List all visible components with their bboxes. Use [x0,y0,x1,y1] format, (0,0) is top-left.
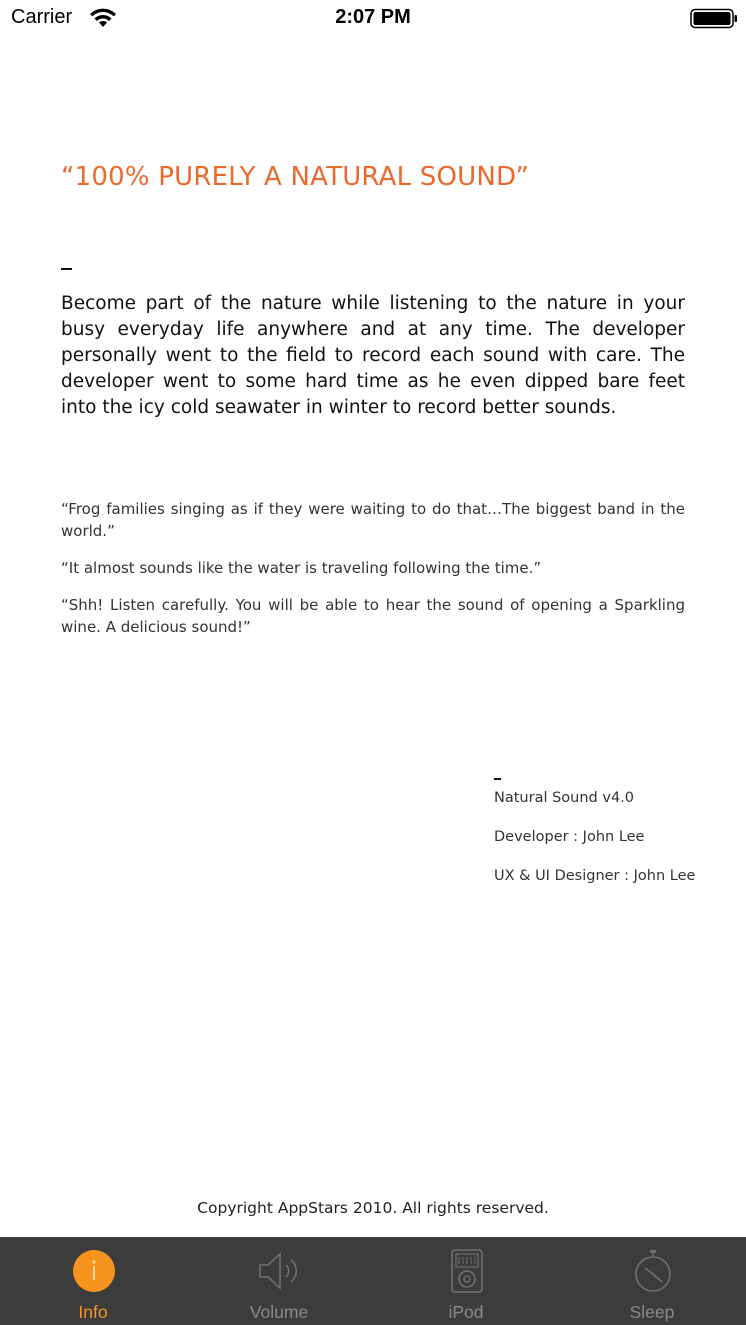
battery-icon [690,8,738,29]
tab-info-label: Info [78,1302,108,1322]
tab-volume-label: Volume [249,1302,309,1322]
copyright: Copyright AppStars 2010. All rights reserved. [197,1199,549,1217]
intro-paragraph: Become part of the nature while listening to the nature in your busy everyday life anywhere and at any time. The developer personally went to the field to record each sound with care. The developer went to some hard time as he even dipped bare feet into the icy cold seawater in winter to record better sounds. [61,293,685,418]
designer-credit: UX & UI Designer : John Lee [494,868,696,884]
carrier-label: Carrier [11,6,73,28]
tab-sleep[interactable] [559,1237,745,1325]
status-bar [0,0,746,40]
tab-bar [0,1237,746,1325]
tab-info[interactable] [0,1237,186,1325]
tab-ipod[interactable] [373,1237,559,1325]
stopwatch-icon [631,1249,675,1293]
app-version: Natural Sound v4.0 [494,790,635,806]
tab-volume[interactable] [186,1237,372,1325]
credits-dash [494,778,501,780]
quote-water: “It almost sounds like the water is traveling following the time.” [61,559,542,577]
divider-dash [61,268,72,270]
developer-credit: Developer : John Lee [494,829,645,845]
info-icon [72,1249,116,1293]
speaker-icon [258,1249,302,1293]
ipod-icon [445,1249,489,1293]
tab-ipod-label: iPod [448,1302,484,1322]
tab-sleep-label: Sleep [629,1302,675,1322]
credits [494,778,714,907]
quote-wine: “Shh! Listen carefully. You will be able to hear the sound of opening a Sparkling wine. A delicious sound!” [61,596,685,636]
headline: “100% PURELY A NATURAL SOUND” [61,162,530,192]
quote-frog: “Frog families singing as if they were waiting to do that…The biggest band in the world.” [61,500,685,540]
status-time: 2:07 PM [335,6,411,28]
